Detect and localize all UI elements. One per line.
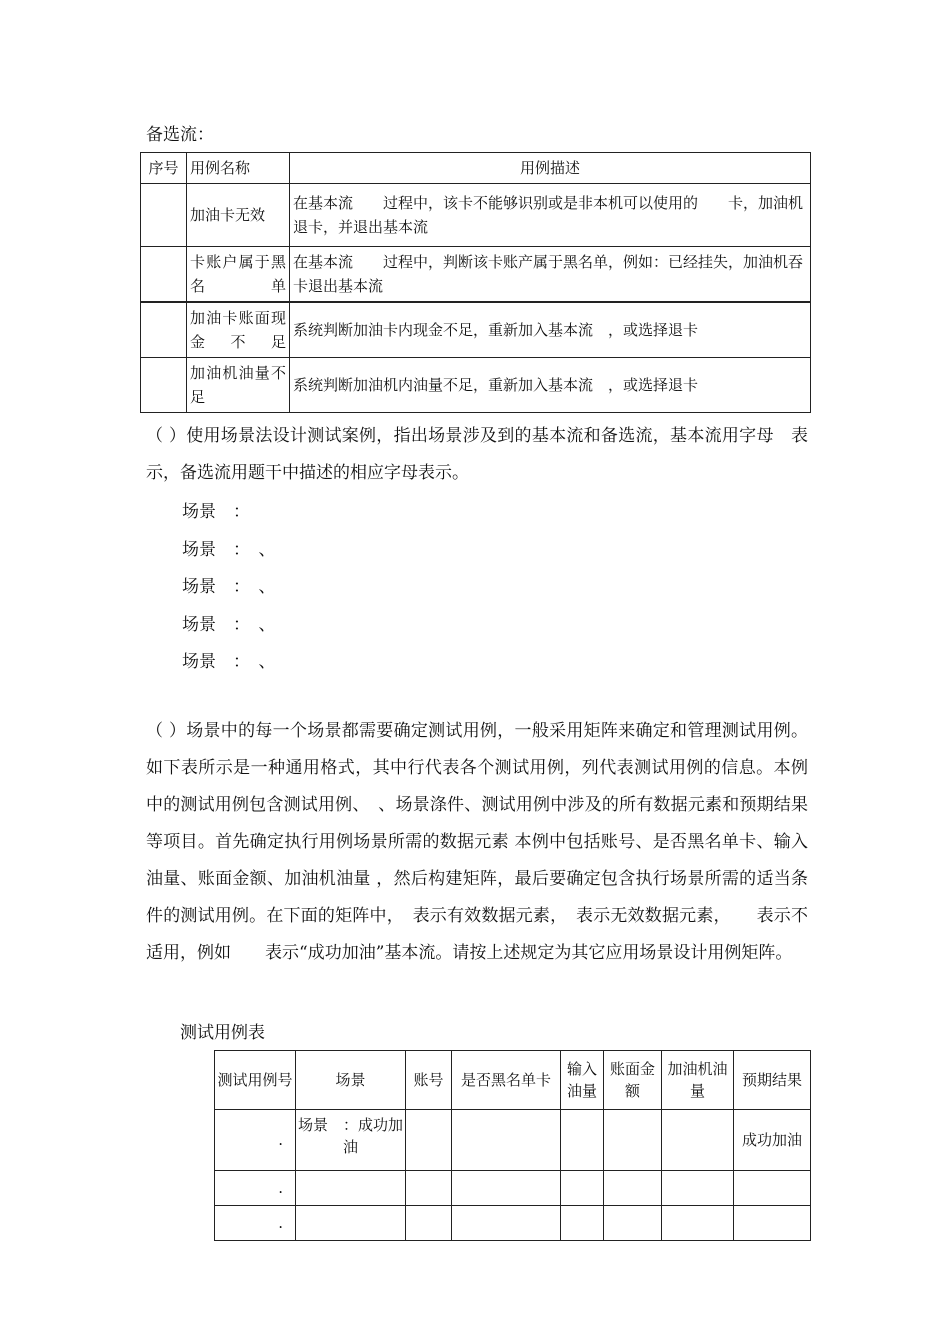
data-cell [406,1206,452,1241]
data-cell [452,1171,561,1206]
data-cell [561,1206,604,1241]
scenario-line: 场景 ： 、 [182,577,276,597]
use-case-name: 加油机油量不足 [187,358,290,413]
scenario-line: 场景 ： 、 [182,540,276,560]
use-case-description: 在基本流 过程中，判断该卡账产属于黑名单，例如：已经挂失，加油机吞卡退出基本流 [290,247,811,303]
expected-result [734,1206,811,1241]
header-cell: 账号 [406,1051,452,1110]
data-cell [561,1171,604,1206]
test-case-table [214,1050,811,1241]
scenario-cell: 场景 ：成功加油 [296,1110,406,1171]
table-row [215,1171,811,1206]
table-header-row [141,153,811,184]
question-paragraph-2: （ ）场景中的每一个场景都需要确定测试用例，一般采用矩阵来确定和管理测试用例。如下表所示是一种通用格式，其中行代表各个测试用例，列代表测试用例的信息。本例中的测试用例包含测试用例、 、场景涤件、测试用例中涉及的所有数据元素和预期结果等项目。首先确定执行用例场景所需的数据元素 本例中包括账号、是否黑名单卡、输入油量、账面金额、加油机油量 ，然后构建矩阵，最后要确定包含执行场景所需的适当条件的测试用例。在下面的矩阵中， 表示有效数据元素， 表示无效数据元素， 表示不适用，例如 表示“成功加油”基本流。请按上述规定为其它应用场景设计用例矩阵。 [146,721,808,963]
header-cell: 用例描述 [290,153,811,184]
use-case-description: 在基本流 过程中，该卡不能够识别或是非本机可以使用的 卡，加油机退卡，并退出基本流 [290,184,811,247]
table-row [215,1110,811,1171]
data-cell [561,1110,604,1171]
table-row [141,358,811,413]
alternate-flow-table [140,152,811,413]
expected-result [734,1171,811,1206]
table-label: 测试用例表 [180,1023,265,1043]
test-case-id: . [215,1171,296,1206]
data-cell [406,1171,452,1206]
row-number [141,184,187,247]
header-cell: 预期结果 [734,1051,811,1110]
data-cell [406,1110,452,1171]
data-cell [452,1206,561,1241]
header-cell: 加油机油量 [662,1051,734,1110]
row-number [141,247,187,303]
scenario-cell [296,1171,406,1206]
row-number [141,302,187,358]
use-case-description: 系统判断加油卡内现金不足，重新加入基本流 ，或选择退卡 [290,302,811,358]
data-cell [662,1206,734,1241]
use-case-name: 卡账户属于黑名单 [187,247,290,303]
data-cell [662,1171,734,1206]
data-cell [604,1110,662,1171]
scenario-line: 场景 ： 、 [182,652,276,672]
test-case-id: . [215,1110,296,1171]
question-paragraph-1: （ ）使用场景法设计测试案例，指出场景涉及到的基本流和备选流，基本流用字母 表示，备选流用题干中描述的相应字母表示。 [146,426,808,483]
table-row [141,302,811,358]
data-cell [604,1171,662,1206]
scenario-line: 场景 ： 、 [182,615,276,635]
header-cell: 场景 [296,1051,406,1110]
header-cell: 账面金额 [604,1051,662,1110]
scenario-line: 场景 ： [182,502,250,522]
test-case-id: . [215,1206,296,1241]
header-cell: 是否黑名单卡 [452,1051,561,1110]
section-heading: 备选流： [146,125,214,145]
row-number [141,358,187,413]
header-cell: 输入油量 [561,1051,604,1110]
data-cell [452,1110,561,1171]
header-cell: 序号 [141,153,187,184]
table-row [215,1206,811,1241]
scenario-cell [296,1206,406,1241]
use-case-name: 加油卡无效 [187,184,290,247]
expected-result: 成功加油 [734,1110,811,1171]
header-cell: 用例名称 [187,153,290,184]
use-case-description: 系统判断加油机内油量不足，重新加入基本流 ，或选择退卡 [290,358,811,413]
use-case-name: 加油卡账面现金不足 [187,302,290,358]
data-cell [662,1110,734,1171]
table-row [141,247,811,303]
data-cell [604,1206,662,1241]
header-cell: 测试用例号 [215,1051,296,1110]
table-header-row [215,1051,811,1110]
table-row [141,184,811,247]
